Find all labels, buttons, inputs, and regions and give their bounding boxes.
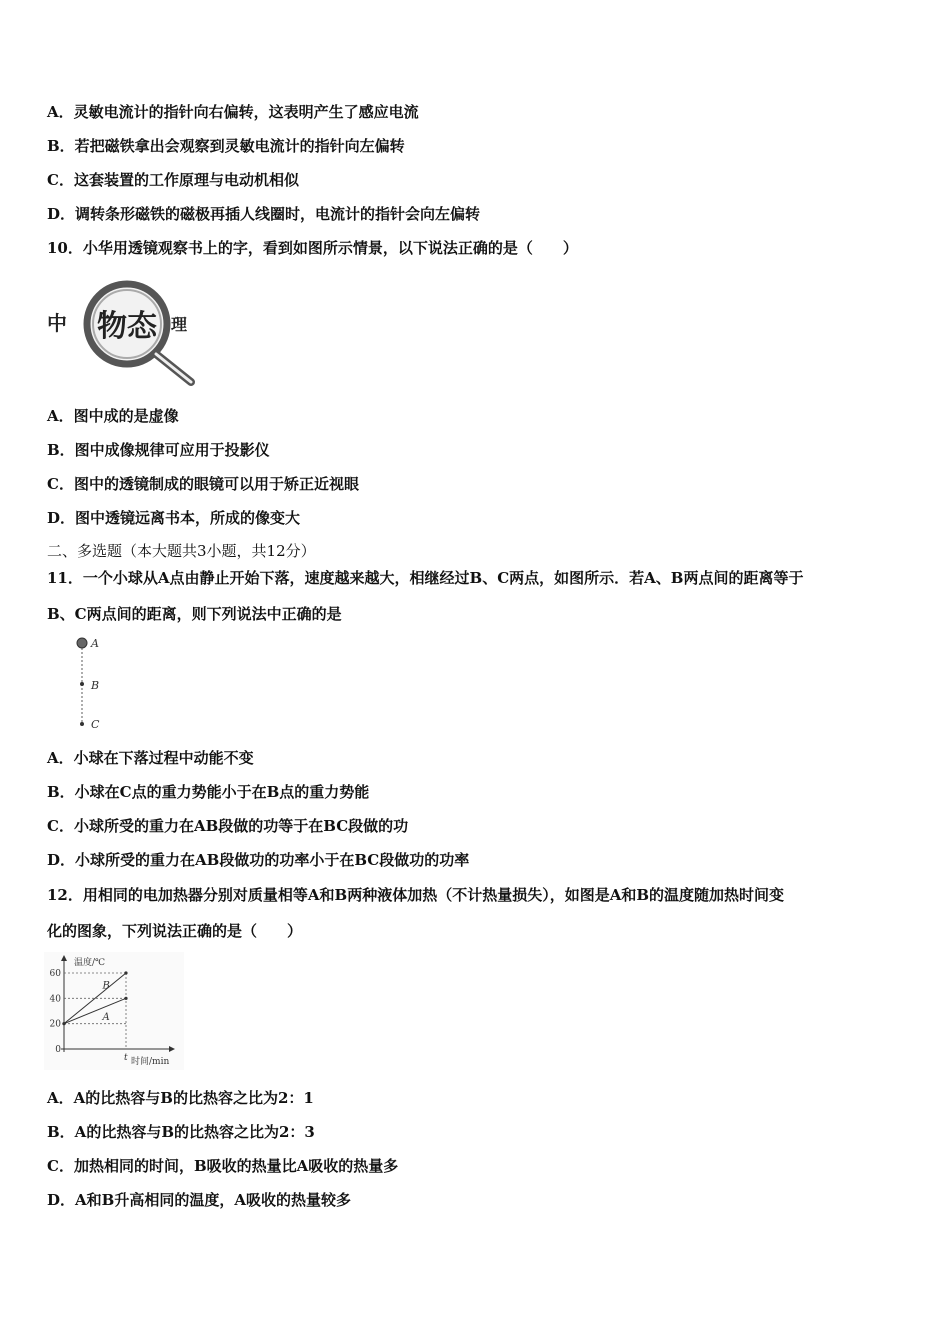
q12-option-d: D．A和B升高相同的温度，A吸收的热量较多 xyxy=(47,1191,351,1209)
section-heading-multiple-choice: 二、多选题（本大题共3小题，共12分） xyxy=(47,542,316,560)
figure-right-char: 理 xyxy=(171,315,188,334)
series-label-a: A xyxy=(102,1011,110,1023)
temperature-time-chart xyxy=(44,952,184,1070)
y-tick-label: 60 xyxy=(49,969,61,979)
q11-stem-line1: 11．一个小球从A点由静止开始下落，速度越来越大，相继经过B、C两点，如图所示．若A、B两点间的距离等于 xyxy=(47,569,804,587)
q10-stem: 10．小华用透镜观察书上的字，看到如图所示情景，以下说法正确的是（ ） xyxy=(47,239,578,257)
q9-option-b: B．若把磁铁拿出会观察到灵敏电流计的指针向左偏转 xyxy=(47,137,405,155)
point-c xyxy=(80,722,84,726)
falling-ball-figure xyxy=(70,632,120,732)
q11-option-b: B．小球在C点的重力势能小于在B点的重力势能 xyxy=(47,783,370,801)
q9-option-d: D．调转条形磁铁的磁极再插人线圈时，电流计的指针会向左偏转 xyxy=(47,205,481,223)
y-tick-label: 40 xyxy=(49,994,61,1005)
q10-option-a: A．图中成的是虚像 xyxy=(47,407,179,425)
q12-option-b: B．A的比热容与B的比热容之比为2：3 xyxy=(47,1123,315,1141)
q12-stem-line2: 化的图象，下列说法正确的是（ ） xyxy=(47,922,303,940)
q9-option-a: A．灵敏电流计的指针向右偏转，这表明产生了感应电流 xyxy=(47,103,419,121)
y-tick-label: 20 xyxy=(49,1019,61,1030)
y-axis-label: 温度/℃ xyxy=(74,958,106,968)
point-b xyxy=(80,682,84,686)
label-c: C xyxy=(91,718,100,731)
q12-stem-line1: 12．用相同的电加热器分别对质量相等A和B两种液体加热（不计热量损失），如图是A和B的温度随加热时间变 xyxy=(47,886,785,904)
label-b: B xyxy=(91,679,100,692)
series-label-b: B xyxy=(102,980,110,992)
q12-option-a: A．A的比热容与B的比热容之比为2：1 xyxy=(47,1089,314,1107)
figure-magnified-text: 物态 xyxy=(97,309,157,344)
y-tick-label: 0 xyxy=(55,1045,61,1055)
q10-option-d: D．图中透镜远离书本，所成的像变大 xyxy=(47,509,301,527)
series-point-b xyxy=(62,1022,65,1025)
magnifying-glass-figure xyxy=(45,278,205,388)
ball-point-a xyxy=(77,638,87,648)
series-point-a xyxy=(124,997,127,1000)
q11-option-a: A．小球在下落过程中动能不变 xyxy=(47,749,254,767)
q9-option-c: C．这套装置的工作原理与电动机相似 xyxy=(47,171,299,189)
q11-option-d: D．小球所受的重力在AB段做功的功率小于在BC段做功的功率 xyxy=(47,851,470,869)
series-point-b xyxy=(124,971,127,974)
q11-stem-line2: B、C两点间的距离，则下列说法中正确的是 xyxy=(47,605,342,623)
q10-option-c: C．图中的透镜制成的眼镜可以用于矫正近视眼 xyxy=(47,475,359,493)
q11-option-c: C．小球所受的重力在AB段做的功等于在BC段做的功 xyxy=(47,817,409,835)
x-axis-label: 时间/min xyxy=(131,1057,170,1067)
x-marker-t: t xyxy=(124,1053,128,1063)
figure-left-char: 中 xyxy=(47,311,67,335)
q12-option-c: C．加热相同的时间，B吸收的热量比A吸收的热量多 xyxy=(47,1157,399,1175)
q10-option-b: B．图中成像规律可应用于投影仪 xyxy=(47,441,270,459)
label-a: A xyxy=(91,637,99,650)
